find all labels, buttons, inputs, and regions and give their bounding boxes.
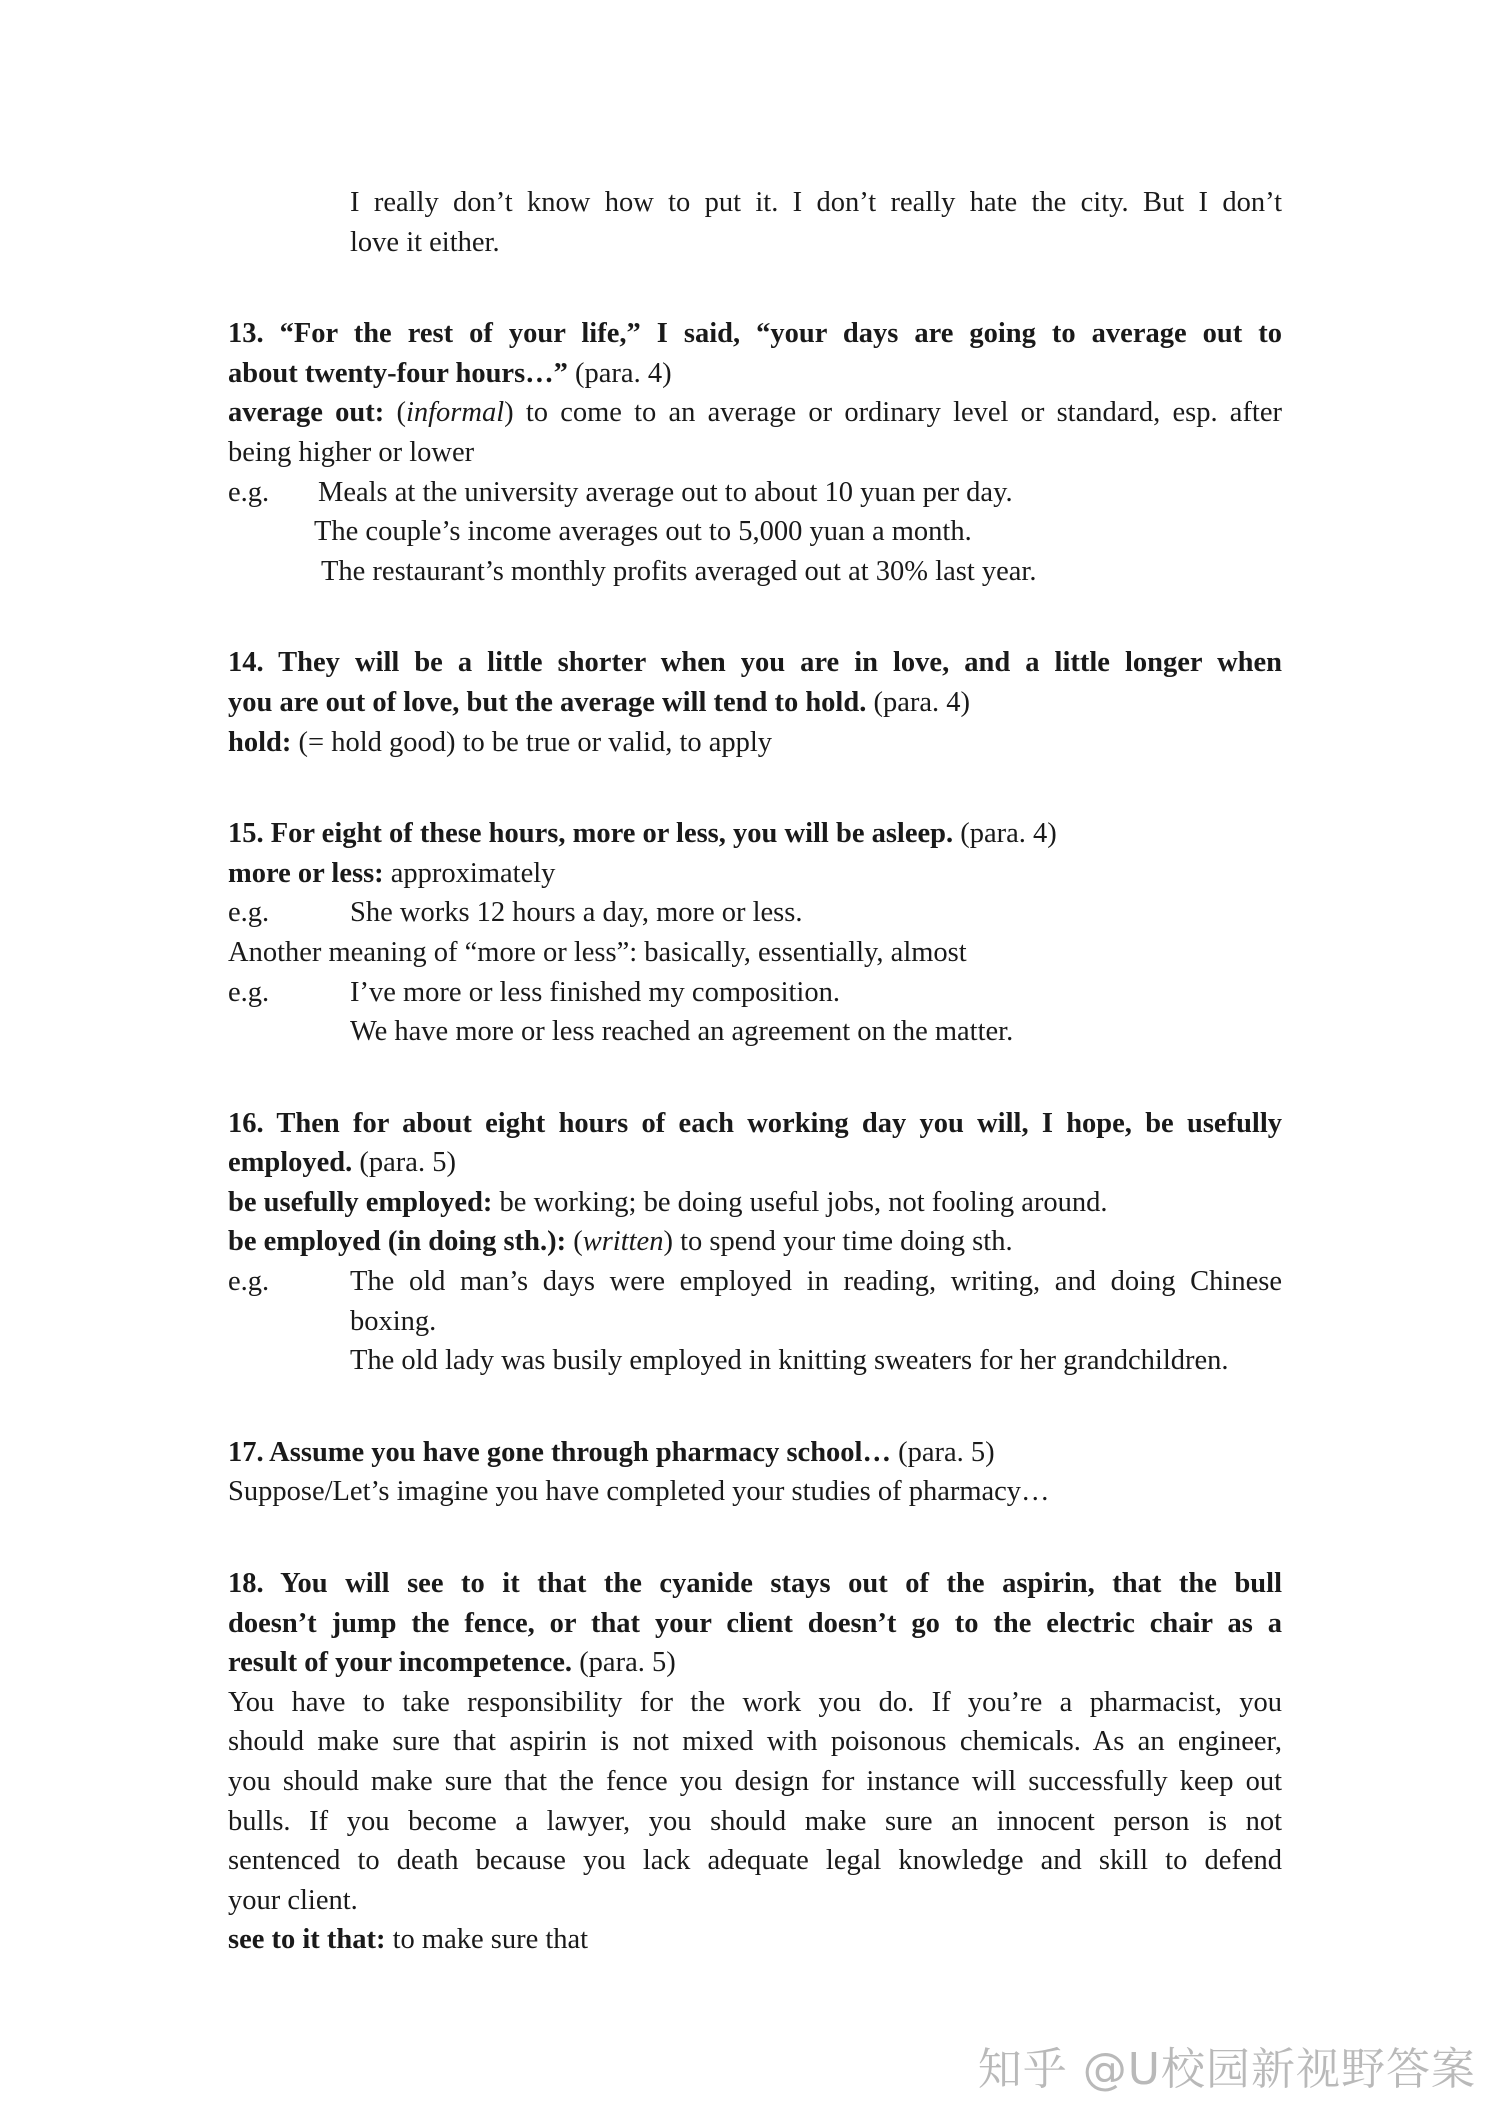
entry-13-term: average out: [228,397,385,429]
entry-18-body-line-2: should make sure that aspirin is not mixed with poisonous chemicals. As an engineer, [228,1726,1282,1758]
entry-14-definition: (= hold good) to be true or valid, to apply [298,726,773,758]
entry-15-example-3: We have more or less reached an agreement on the matter. [350,1016,1014,1048]
entry-13-definition: ) to come to an average or ordinary level or standard, esp. after [504,397,1282,429]
entry-18-body-line-4: bulls. If you become a lawyer, you should make sure an innocent person is not [228,1805,1282,1837]
entry-13-eg-label: e.g. [228,476,270,508]
entry-16-term-2: be employed (in doing sth.): [228,1226,567,1258]
entry-16-example-1-line-1: The old man’s days were employed in reading, writing, and doing Chinese [350,1266,1282,1298]
entry-18-term: see to it that: [228,1924,386,1956]
intro-line-1: I really don’t know how to put it. I don’t really hate the city. But I don’t [350,187,1282,218]
entry-17-para-ref: (para. 5) [898,1436,995,1468]
entry-16-example-1-line-2: boxing. [350,1305,437,1337]
entry-16-heading-line-1: 16. Then for about eight hours of each working day you will, I hope, be usefully [228,1107,1282,1139]
entry-13-example-3: The restaurant’s monthly profits averaged out at 30% last year. [321,555,1037,587]
entry-13-heading-line-2: about twenty-four hours…” [228,357,568,389]
entry-17-heading: 17. Assume you have gone through pharmacy school… [228,1436,891,1468]
entry-13-example-1: Meals at the university average out to about 10 yuan per day. [318,476,1013,508]
entry-13-example-2: The couple’s income averages out to 5,000 yuan a month. [314,516,972,548]
entry-15-eg-label: e.g. [228,897,270,929]
entry-18-heading-line-2: doesn’t jump the fence, or that your client doesn’t go to the electric chair as a [228,1607,1282,1639]
entry-15 [228,814,1282,1052]
document-page [228,183,1282,1960]
entry-13-register-label: informal [405,397,505,429]
entry-18-body-line-1: You have to take responsibility for the work you do. If you’re a pharmacist, you [228,1686,1282,1718]
entry-18-heading-line-3: result of your incompetence. [228,1647,573,1679]
entry-13-heading-line-1: 13. “For the rest of your life,” I said, “your days are going to average out to [228,318,1282,350]
entry-13: 13. “For the rest of your life,” I said, “your days are going to average out to about twenty-four hours…” (para. 4) average out: (informal) to come to an average or ordinary level or standard, esp. after being higher or lower e.g. Meals at the university average out to about 10 yuan per day. The couple’s income averages out to 5,000 yuan a month. The restaurant’s monthly profits averaged out at 30% last year. [228,314,1282,591]
watermark: 知乎 @U校园新视野答案 [977,2044,1476,2095]
entry-18 [228,1564,1282,1960]
entry-15-term: more or less: [228,857,384,889]
entry-16-term-1: be usefully employed: [228,1186,493,1218]
entry-16-para-ref: (para. 5) [359,1147,456,1179]
entry-15-definition: approximately [390,857,556,889]
entry-16-definition-2: ) to spend your time doing sth. [663,1226,1013,1258]
entry-15-heading: 15. For eight of these hours, more or less, you will be asleep. [228,818,954,850]
entry-14-para-ref: (para. 4) [873,686,970,718]
entry-15-example-2: I’ve more or less finished my composition. [350,976,840,1008]
entry-13-definition-line-2: being higher or lower [228,436,475,468]
entry-18-body-line-3: you should make sure that the fence you design for instance will successfully keep out [228,1766,1282,1797]
entry-16-example-2: The old lady was busily employed in knitting sweaters for her grandchildren. [350,1345,1229,1377]
intro-line-2: love it either. [350,226,500,258]
entry-13-para-ref: (para. 4) [575,357,672,389]
entry-17-definition: Suppose/Let’s imagine you have completed your studies of pharmacy… [228,1476,1050,1508]
entry-18-body-line-5: sentenced to death because you lack adequate legal knowledge and skill to defend [228,1845,1282,1877]
entry-16-eg-label: e.g. [228,1266,270,1298]
entry-18-heading-line-1: 18. You will see to it that the cyanide stays out of the aspirin, that the bull [228,1568,1282,1600]
entry-18-body-line-6: your client. [228,1884,358,1916]
entry-16-definition-1: be working; be doing useful jobs, not fooling around. [499,1186,1108,1218]
entry-15-para-ref: (para. 4) [960,818,1057,850]
entry-16-register-label: written [582,1226,664,1258]
entry-14 [228,643,1282,762]
entry-14-heading-line-2: you are out of love, but the average will tend to hold. [228,686,867,718]
entry-16-heading-line-2: employed. [228,1147,353,1179]
entry-17 [228,1433,1282,1512]
entry-14-term: hold: [228,726,292,758]
entry-15-example-1: She works 12 hours a day, more or less. [350,897,803,929]
entry-18-para-ref: (para. 5) [579,1647,676,1679]
entry-18-definition: to make sure that [392,1924,589,1956]
entry-15-another-meaning: Another meaning of “more or less”: basically, essentially, almost [228,936,967,968]
entry-16: 16. Then for about eight hours of each working day you will, I hope, be usefully employed. (para. 5) be usefully employed: be working; be doing useful jobs, not fooling around. be employed (in doing sth.): (written) to spend your time doing sth. e.g. The old man’s days were employed in reading, writing, and doing Chinese boxing. The old lady was busily employed in knitting sweaters for her grandchildren. [228,1104,1282,1381]
entry-15-eg-label-2: e.g. [228,976,270,1008]
entry-14-heading-line-1: 14. They will be a little shorter when you are in love, and a little longer when [228,647,1282,679]
